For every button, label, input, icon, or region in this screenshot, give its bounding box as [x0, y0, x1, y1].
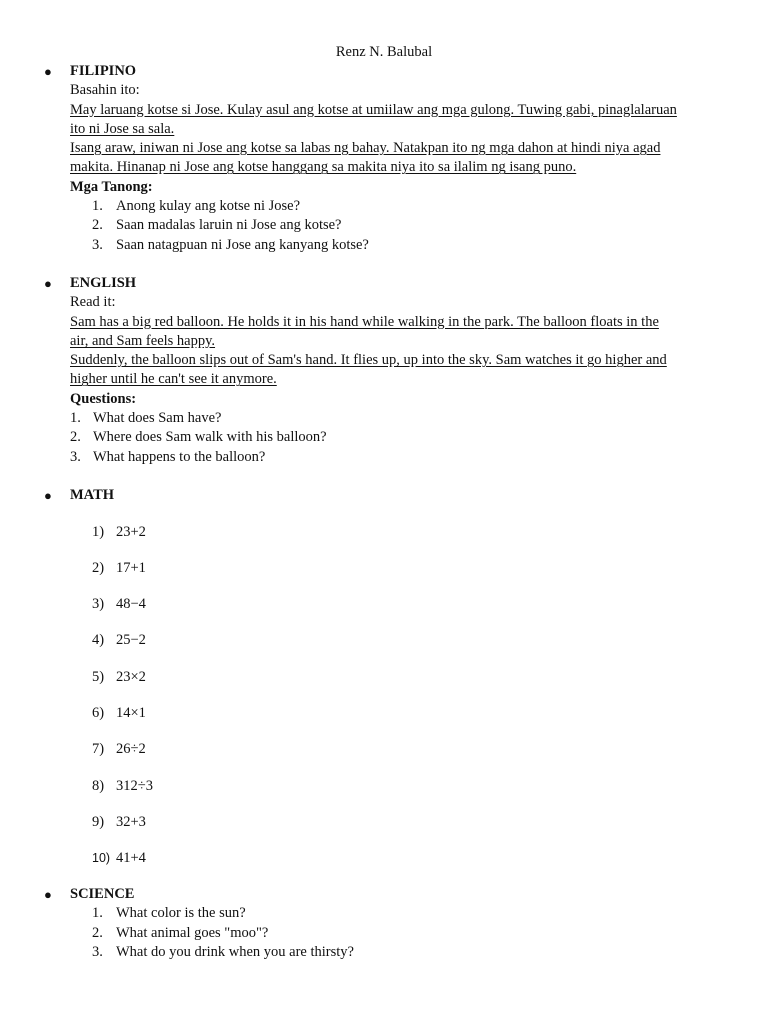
- science-content: [70, 885, 725, 962]
- math-problem-text: 41+4: [116, 850, 146, 866]
- bullet-icon: ●: [44, 64, 52, 79]
- question-text: What does Sam have?: [93, 410, 222, 427]
- filipino-content: [70, 62, 725, 255]
- english-question-item: [70, 448, 725, 467]
- math-content: [70, 486, 725, 505]
- math-problem-text: 23+2: [116, 524, 146, 540]
- filipino-question-item: [70, 216, 725, 235]
- english-passage-line: air, and Sam feels happy.: [70, 332, 216, 349]
- list-number: 7): [92, 741, 105, 757]
- list-number: 4): [92, 632, 105, 648]
- filipino-instruction: Basahin ito:: [70, 82, 140, 99]
- question-text: Saan madalas laruin ni Jose ang kotse?: [116, 217, 342, 234]
- math-problem-text: 26÷2: [116, 741, 146, 757]
- english-questions-label: Questions:: [70, 390, 137, 407]
- list-number: 2.: [92, 217, 103, 234]
- english-content: [70, 274, 725, 467]
- list-number: 5): [92, 669, 105, 685]
- english-passage-line: higher until he can't see it anymore.: [70, 371, 277, 388]
- filipino-passage-line: ito ni Jose sa sala.: [70, 120, 175, 137]
- science-question-item: [70, 924, 725, 943]
- question-text: Saan natagpuan ni Jose ang kanyang kotse?: [116, 236, 369, 253]
- list-number: 1): [92, 524, 105, 540]
- filipino-heading: FILIPINO: [70, 63, 137, 79]
- science-heading: SCIENCE: [70, 886, 135, 902]
- question-text: What do you drink when you are thirsty?: [116, 943, 354, 960]
- science-question-item: [70, 943, 725, 962]
- question-text: What color is the sun?: [116, 905, 246, 922]
- english-question-item: [70, 409, 725, 428]
- math-problem-text: 312÷3: [116, 778, 153, 794]
- filipino-question-item: [70, 236, 725, 255]
- list-number: 10): [92, 851, 111, 865]
- english-question-item: [70, 428, 725, 447]
- math-problem-text: 14×1: [116, 705, 146, 721]
- filipino-passage-line: May laruang kotse si Jose. Kulay asul ang kotse at umiilaw ang mga gulong. Tuwing gabi, pinaglalaruan: [70, 101, 677, 118]
- math-problem-text: 23×2: [116, 669, 146, 685]
- list-number: 6): [92, 705, 105, 721]
- list-number: 2): [92, 560, 105, 576]
- list-number: 8): [92, 778, 105, 794]
- english-passage-line: Sam has a big red balloon. He holds it in his hand while walking in the park. The balloon floats in the: [70, 313, 659, 330]
- question-text: What animal goes "moo"?: [116, 924, 269, 941]
- list-number: 3.: [92, 943, 103, 960]
- list-number: 3.: [92, 236, 103, 253]
- math-problem-text: 32+3: [116, 814, 146, 830]
- author-name: Renz N. Balubal: [335, 44, 433, 60]
- english-instruction: Read it:: [70, 294, 116, 311]
- math-problem-text: 17+1: [116, 560, 146, 576]
- question-text: Where does Sam walk with his balloon?: [93, 429, 327, 446]
- question-text: What happens to the balloon?: [93, 448, 266, 465]
- english-passage-line: Suddenly, the balloon slips out of Sam's hand. It flies up, up into the sky. Sam watches it go higher and: [70, 352, 667, 369]
- list-number: 2.: [70, 429, 81, 446]
- list-number: 1.: [92, 905, 103, 922]
- filipino-question-item: [70, 197, 725, 216]
- filipino-passage-line: makita. Hinanap ni Jose ang kotse hanggang sa makita niya ito sa ilalim ng isang puno.: [70, 159, 577, 176]
- list-number: 3.: [70, 448, 81, 465]
- bullet-icon: ●: [44, 887, 52, 902]
- list-number: 3): [92, 596, 105, 612]
- math-problem-text: 25−2: [116, 632, 146, 648]
- list-number: 2.: [92, 924, 103, 941]
- list-number: 1.: [92, 198, 103, 215]
- question-text: Anong kulay ang kotse ni Jose?: [116, 198, 301, 215]
- science-question-item: [70, 904, 725, 923]
- math-problem-text: 48−4: [116, 596, 146, 612]
- list-number: 1.: [70, 410, 81, 427]
- list-number: 9): [92, 814, 105, 830]
- filipino-questions-label: Mga Tanong:: [70, 178, 153, 195]
- math-heading: MATH: [70, 487, 115, 503]
- filipino-passage-line: Isang araw, iniwan ni Jose ang kotse sa labas ng bahay. Natakpan ito ng mga dahon at hindi niya agad: [70, 140, 661, 157]
- bullet-icon: ●: [44, 488, 52, 503]
- english-heading: ENGLISH: [70, 275, 137, 291]
- bullet-icon: ●: [44, 276, 52, 291]
